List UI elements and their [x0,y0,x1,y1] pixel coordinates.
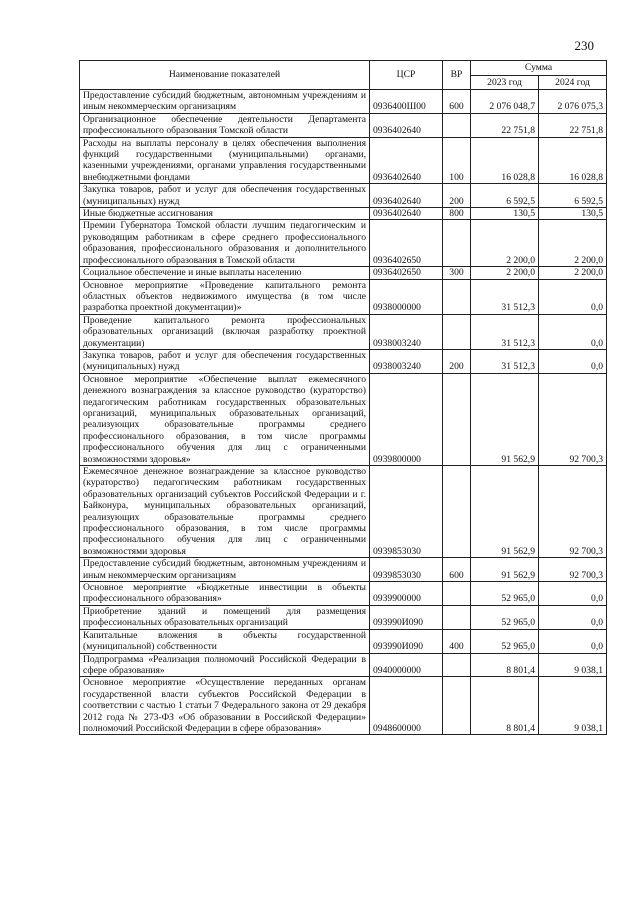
row-sum-2024: 9 038,1 [539,653,607,677]
row-sum-2023: 31 512,3 [471,349,539,373]
row-name: Капитальные вложения в объекты государственной (муниципальной) собственности [80,629,370,653]
row-name: Основное мероприятие «Осуществление переданных органам государственной власти субъектов Российской Федерации в соответствии с частью 1 статьи 7 Федерального закона от 29 декабря 2012 года № 273-ФЗ «Об образовании в Российской Федерации» полномочий Российской Федерации в сфере образования» [80,677,370,735]
row-name: Расходы на выплаты персоналу в целях обеспечения выполнения функций государственными (муниципальными) органами, казенными учреждениями, органами управления государственными внебюджетными фондами [80,137,370,184]
row-sum-2023: 31 512,3 [471,279,539,314]
row-sum-2023: 2 200,0 [471,220,539,267]
table-row [80,605,607,629]
row-csr: 0936402640 [370,184,443,208]
row-sum-2024: 0,0 [539,314,607,349]
row-name: Социальное обеспечение и иные выплаты населению [80,267,370,279]
row-sum-2024: 0,0 [539,629,607,653]
row-sum-2024: 92 700,3 [539,558,607,582]
row-csr: 0948600000 [370,677,443,735]
table-row [80,373,607,465]
row-vr [443,605,471,629]
header-vr: ВР [443,61,471,90]
row-sum-2023: 52 965,0 [471,582,539,606]
table-row [80,314,607,349]
row-sum-2023: 16 028,8 [471,137,539,184]
table-row [80,582,607,606]
table-row [80,677,607,735]
row-csr: 0939900000 [370,582,443,606]
row-sum-2023: 8 801,4 [471,677,539,735]
row-vr [443,582,471,606]
row-sum-2024: 0,0 [539,349,607,373]
table-row [80,653,607,677]
table-row [80,113,607,137]
row-sum-2023: 22 751,8 [471,113,539,137]
row-vr [443,653,471,677]
table-row [80,629,607,653]
header-name: Наименование показателей [80,61,370,90]
row-csr: 0936400Ш00 [370,90,443,114]
table-row [80,90,607,114]
row-csr: 0936402650 [370,220,443,267]
row-name: Закупка товаров, работ и услуг для обеспечения государственных (муниципальных) нужд [80,184,370,208]
header-csr: ЦСР [370,61,443,90]
row-sum-2023: 6 592,5 [471,184,539,208]
row-name: Подпрограмма «Реализация полномочий Российской Федерации в сфере образования» [80,653,370,677]
row-vr: 600 [443,558,471,582]
row-csr: 093990И090 [370,605,443,629]
row-sum-2023: 2 200,0 [471,267,539,279]
row-csr: 093990И090 [370,629,443,653]
row-name: Предоставление субсидий бюджетным, автономным учреждениям и иным некоммерческим организациям [80,558,370,582]
row-vr [443,220,471,267]
table-row [80,208,607,220]
table-row [80,466,607,558]
row-name: Организационное обеспечение деятельности Департамента профессионального образования Томской области [80,113,370,137]
row-sum-2024: 92 700,3 [539,466,607,558]
row-sum-2023: 31 512,3 [471,314,539,349]
row-sum-2024: 92 700,3 [539,373,607,465]
row-vr: 600 [443,90,471,114]
row-csr: 0939853030 [370,466,443,558]
row-name: Основное мероприятие «Проведение капитального ремонта областных объектов недвижимого имущества (в том числе разработка проектной документации)» [80,279,370,314]
row-sum-2024: 16 028,8 [539,137,607,184]
table-body [80,90,607,735]
row-csr: 0938003240 [370,314,443,349]
row-csr: 0936402650 [370,267,443,279]
row-csr: 0936402640 [370,137,443,184]
row-name: Ежемесячное денежное вознаграждение за классное руководство (кураторство) педагогическим работникам государственных образовательных организаций субъектов Российской Федерации и г. Байконура, муниципальных образовательных организаций, реализующих образовательные программы среднего профессионального образования, в том числе программы профессионального обучения для лиц с ограниченными возможностями здоровья [80,466,370,558]
table-row [80,267,607,279]
row-name: Проведение капитального ремонта профессиональных образовательных организаций (включая разработку проектной документации) [80,314,370,349]
table-row [80,558,607,582]
table-header [80,61,607,90]
row-sum-2024: 6 592,5 [539,184,607,208]
row-vr: 100 [443,137,471,184]
header-sum: Сумма [471,61,607,76]
row-sum-2023: 52 965,0 [471,605,539,629]
row-name: Основное мероприятие «Бюджетные инвестиции в объекты профессионального образования» [80,582,370,606]
row-name: Закупка товаров, работ и услуг для обеспечения государственных (муниципальных) нужд [80,349,370,373]
row-sum-2023: 91 562,9 [471,558,539,582]
row-name: Приобретение зданий и помещений для размещения профессиональных образовательных организаций [80,605,370,629]
header-year-2023: 2023 год [471,75,539,90]
row-vr [443,466,471,558]
row-csr: 0938003240 [370,349,443,373]
row-sum-2023: 91 562,9 [471,373,539,465]
row-csr: 0936402640 [370,208,443,220]
row-sum-2023: 52 965,0 [471,629,539,653]
row-name: Предоставление субсидий бюджетным, автономным учреждениям и иным некоммерческим организациям [80,90,370,114]
row-vr [443,677,471,735]
row-sum-2024: 2 200,0 [539,267,607,279]
row-vr [443,113,471,137]
table-row [80,279,607,314]
row-sum-2024: 0,0 [539,582,607,606]
table-row [80,137,607,184]
row-sum-2023: 91 562,9 [471,466,539,558]
row-sum-2023: 130,5 [471,208,539,220]
row-vr [443,279,471,314]
row-sum-2024: 2 200,0 [539,220,607,267]
table-row [80,220,607,267]
row-csr: 0939800000 [370,373,443,465]
header-year-2024: 2024 год [539,75,607,90]
row-sum-2023: 8 801,4 [471,653,539,677]
row-name: Премии Губернатора Томской области лучшим педагогическим и руководящим работникам в сфере среднего профессионального образования, профессионального образования и дополнительного профессионального образования в Томской области [80,220,370,267]
budget-table [79,60,607,735]
row-vr: 200 [443,184,471,208]
row-sum-2024: 2 076 075,3 [539,90,607,114]
row-sum-2023: 2 076 048,7 [471,90,539,114]
row-vr: 300 [443,267,471,279]
row-sum-2024: 0,0 [539,279,607,314]
row-vr: 200 [443,349,471,373]
row-csr: 0940000000 [370,653,443,677]
row-name: Основное мероприятие «Обеспечение выплат ежемесячного денежного вознаграждения за классное руководство (кураторство) педагогическим работникам государственных образовательных организаций, муниципальных образовательных организаций, реализующих образовательные программы среднего профессионального образования, в том числе программы профессионального обучения для лиц с ограниченными возможностями здоровья» [80,373,370,465]
row-csr: 0936402640 [370,113,443,137]
page-number: 230 [574,38,594,53]
table-row [80,349,607,373]
row-csr: 0938000000 [370,279,443,314]
row-csr: 0939853030 [370,558,443,582]
row-vr [443,373,471,465]
row-sum-2024: 130,5 [539,208,607,220]
row-vr: 400 [443,629,471,653]
row-vr [443,314,471,349]
row-sum-2024: 22 751,8 [539,113,607,137]
row-sum-2024: 0,0 [539,605,607,629]
row-name: Иные бюджетные ассигнования [80,208,370,220]
row-sum-2024: 9 038,1 [539,677,607,735]
table-row [80,184,607,208]
row-vr: 800 [443,208,471,220]
